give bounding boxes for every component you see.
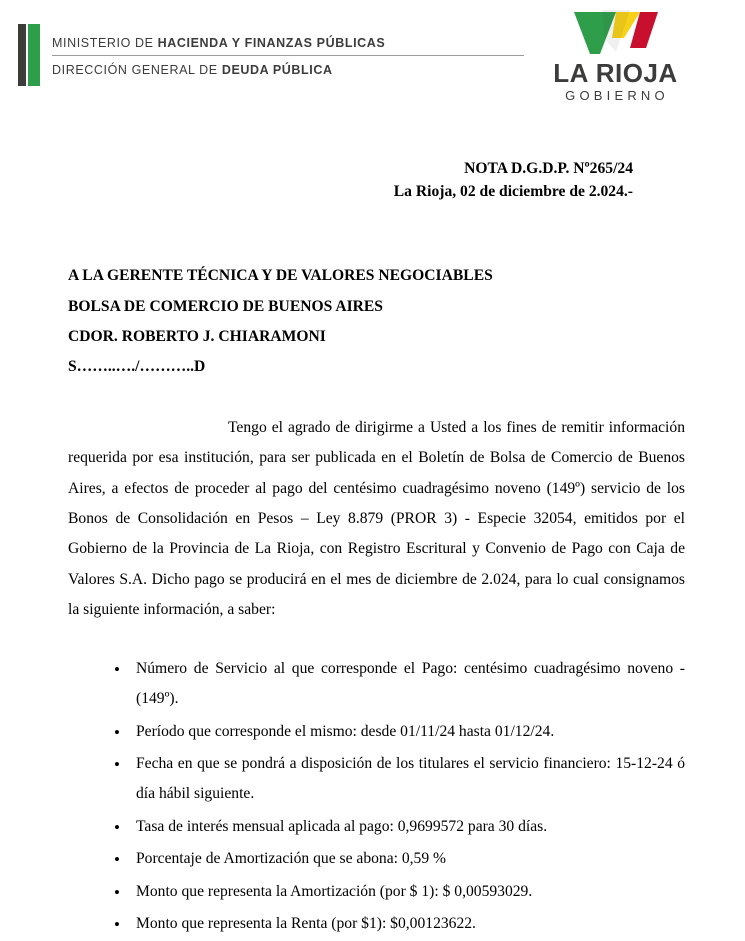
addressee-block	[68, 261, 685, 383]
la-rioja-logo	[548, 8, 683, 103]
details-list	[68, 654, 685, 940]
list-item: • Fecha en que se pondrá a disposición de los titulares el servicio financiero: 15-12-24 ó día hábil siguiente.	[114, 749, 685, 810]
letterhead-text	[52, 36, 522, 77]
ministry-name: HACIENDA Y FINANZAS PÚBLICAS	[157, 36, 386, 50]
list-item: • Monto que representa la Amortización (por $ 1): $ 0,00593029.	[114, 877, 685, 907]
letterhead-bar-green	[28, 24, 40, 86]
addressee-line-3: CDOR. ROBERTO J. CHIARAMONI	[68, 328, 326, 346]
nota-date: La Rioja, 02 de diciembre de 2.024.-	[393, 182, 633, 200]
direction-line	[52, 56, 522, 77]
logo-emblem-icon	[560, 8, 672, 56]
list-item: • Número de Servicio al que corresponde el Pago: centésimo cuadragésimo noveno - (149º).	[114, 654, 685, 715]
addressee-line-1: A LA GERENTE TÉCNICA Y DE VALORES NEGOCIABLES	[68, 267, 493, 285]
letterhead	[0, 0, 745, 118]
nota-header	[68, 158, 685, 203]
nota-number: NOTA D.G.D.P. Nº265/24	[464, 160, 633, 177]
letterhead-bar-dark	[18, 24, 26, 86]
list-item: • Tasa de interés mensual aplicada al pago: 0,9699572 para 30 días.	[114, 812, 685, 842]
direction-prefix: DIRECCIÓN GENERAL DE	[52, 63, 222, 77]
addressee-line-2: BOLSA DE COMERCIO DE BUENOS AIRES	[68, 297, 383, 315]
direction-name: DEUDA PÚBLICA	[221, 63, 333, 77]
list-item: • Período que corresponde el mismo: desde 01/11/24 hasta 01/12/24.	[114, 717, 685, 747]
ministry-prefix: MINISTERIO DE	[52, 36, 158, 50]
list-item: • Porcentaje de Amortización que se abona: 0,59 %	[114, 844, 685, 874]
addressee-line-4: S……..…./………..D	[68, 358, 206, 376]
list-item: • Monto que representa la Renta (por $1): $0,00123622.	[114, 909, 685, 939]
logo-subtitle: GOBIERNO	[565, 88, 669, 103]
document-body	[0, 158, 745, 939]
body-paragraph: Tengo el agrado de dirigirme a Usted a los fines de remitir información requerida por esa institución, para ser publicada en el Boletín de Bolsa de Comercio de Buenos Aires, a efectos de proceder al pago del centésimo cuadragésimo noveno (149º) servicio de los Bonos de Consolidación en Pesos – Ley 8.879 (PROR 3) - Especie 32054, emitidos por el Gobierno de la Provincia de La Rioja, con Registro Escritural y Convenio de Pago con Caja de Valores S.A. Dicho pago se producirá en el mes de diciembre de 2.024, para lo cual consignamos la siguiente información, a saber:	[68, 418, 685, 619]
logo-title: LA RIOJA	[553, 58, 678, 88]
ministry-line	[52, 36, 522, 55]
letterhead-color-bars	[18, 24, 40, 86]
